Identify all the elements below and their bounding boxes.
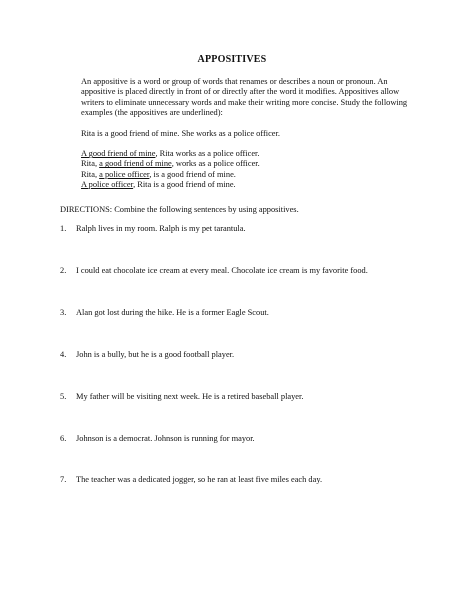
item-text: I could eat chocolate ice cream at every meal. Chocolate ice cream is my favorite food. — [76, 266, 368, 275]
example-after: , Rita works as a police officer. — [155, 149, 260, 159]
intro-paragraph — [81, 77, 408, 119]
exercise-item — [60, 434, 255, 443]
item-text: Johnson is a democrat. Johnson is running for mayor. — [76, 434, 255, 443]
intro-line: writers to eliminate unnecessary words and make their writing more concise. Study the following — [81, 97, 408, 107]
intro-line: examples (the appositives are underlined): — [81, 108, 223, 118]
example-after: , works as a police officer. — [171, 159, 260, 169]
example-sentence — [81, 159, 280, 169]
intro-line: appositive is placed directly in front of or directly after the word it modifies. Appositives allow — [81, 87, 400, 97]
item-number: 3. — [60, 308, 67, 317]
directions-text: DIRECTIONS: Combine the following sentences by using appositives. — [60, 205, 299, 214]
example-appositive: a police officer — [99, 169, 150, 179]
example-appositive: a good friend of mine — [99, 159, 172, 169]
example-sentence — [81, 170, 280, 180]
intro-line: An appositive is a word or group of words that renames or describes a noun or pronoun. An — [81, 77, 388, 86]
example-appositive: A good friend of mine — [81, 149, 156, 159]
example-before: Rita, — [81, 169, 100, 179]
example-before: Rita, — [81, 159, 100, 169]
exercise-item — [60, 350, 234, 359]
example-after: , is a good friend of mine. — [149, 169, 236, 179]
item-text: John is a bully, but he is a good football player. — [76, 350, 235, 359]
item-text: My father will be visiting next week. He is a retired baseball player. — [76, 392, 304, 401]
item-number: 1. — [60, 224, 67, 233]
example-original-sentence: Rita is a good friend of mine. She works as a police officer. — [81, 129, 280, 138]
exercise-item — [60, 224, 246, 233]
example-sentence — [81, 180, 280, 190]
item-text: Alan got lost during the hike. He is a former Eagle Scout. — [76, 308, 269, 317]
item-number: 2. — [60, 266, 67, 275]
exercise-item — [60, 392, 303, 401]
example-appositive: A police officer — [81, 179, 134, 189]
exercise-item — [60, 475, 322, 484]
exercise-item — [60, 266, 368, 275]
item-number: 6. — [60, 434, 67, 443]
item-number: 5. — [60, 392, 67, 401]
example-after: , Rita is a good friend of mine. — [133, 179, 236, 189]
page-title: APPOSITIVES — [197, 54, 267, 65]
example-sentence — [81, 149, 280, 159]
item-number: 4. — [60, 350, 67, 359]
item-text: The teacher was a dedicated jogger, so he ran at least five miles each day. — [76, 475, 323, 484]
exercise-item — [60, 308, 269, 317]
examples-block — [81, 129, 280, 190]
item-number: 7. — [60, 475, 67, 484]
item-text: Ralph lives in my room. Ralph is my pet tarantula. — [76, 224, 246, 233]
